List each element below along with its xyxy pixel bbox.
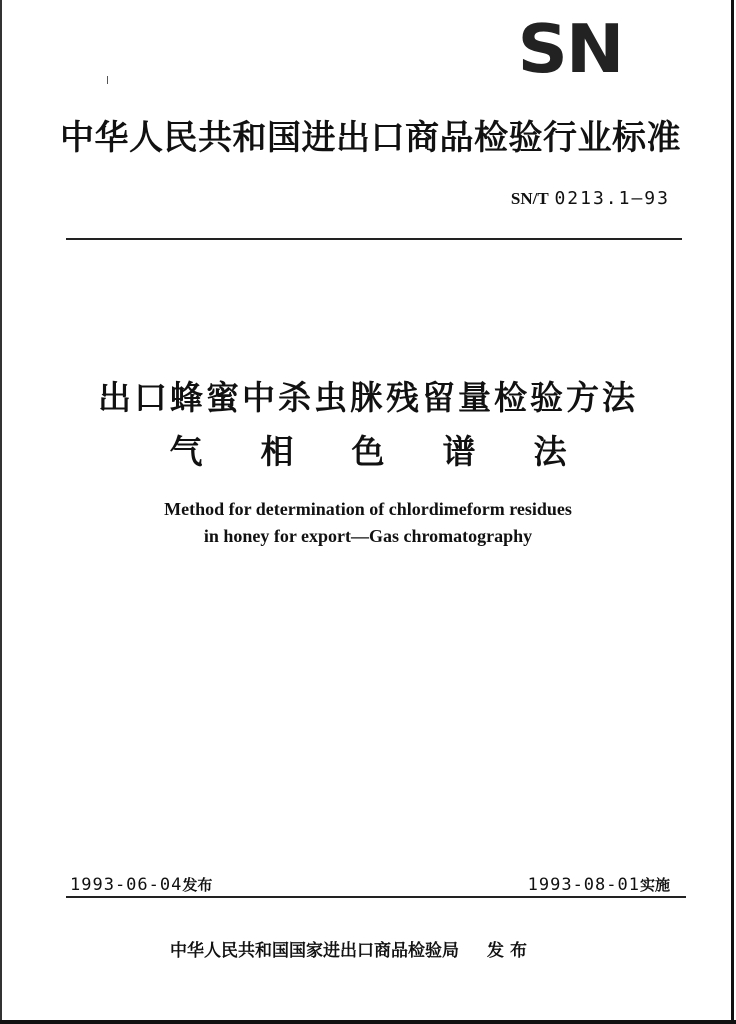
document-title-zh: 出口蜂蜜中杀虫脒残留量检验方法 (98, 378, 638, 417)
standard-number: 0213.1—93 (554, 188, 670, 209)
scan-edge-bottom (0, 1020, 736, 1024)
publisher-name: 中华人民共和国国家进出口商品检验局 (170, 941, 459, 961)
title-en-line-2: in honey for export—Gas chromatography (203, 526, 533, 546)
standard-prefix: SN/T (510, 189, 549, 208)
document-title-en (0, 496, 736, 550)
sn-logo: SN (517, 10, 623, 88)
issue-date-label: 发布 (182, 876, 213, 894)
title-en-line-1: Method for determination of chlordimeform residues (164, 499, 572, 519)
org-title: 中华人民共和国进出口商品检验行业标准 (60, 118, 681, 158)
implementation-date (528, 874, 670, 895)
impl-date-label: 实施 (639, 876, 670, 894)
impl-date-value: 1993-08-01 (527, 875, 640, 895)
scan-mark (107, 76, 108, 84)
issue-date (70, 874, 212, 895)
header-divider (66, 238, 682, 240)
issue-date-value: 1993-06-04 (70, 875, 183, 895)
footer-divider (66, 896, 686, 898)
document-subtitle-zh: 气相色谱法 (169, 432, 625, 471)
publisher-action: 发布 (487, 941, 533, 961)
standard-code (511, 188, 670, 210)
publisher-line (170, 936, 533, 961)
